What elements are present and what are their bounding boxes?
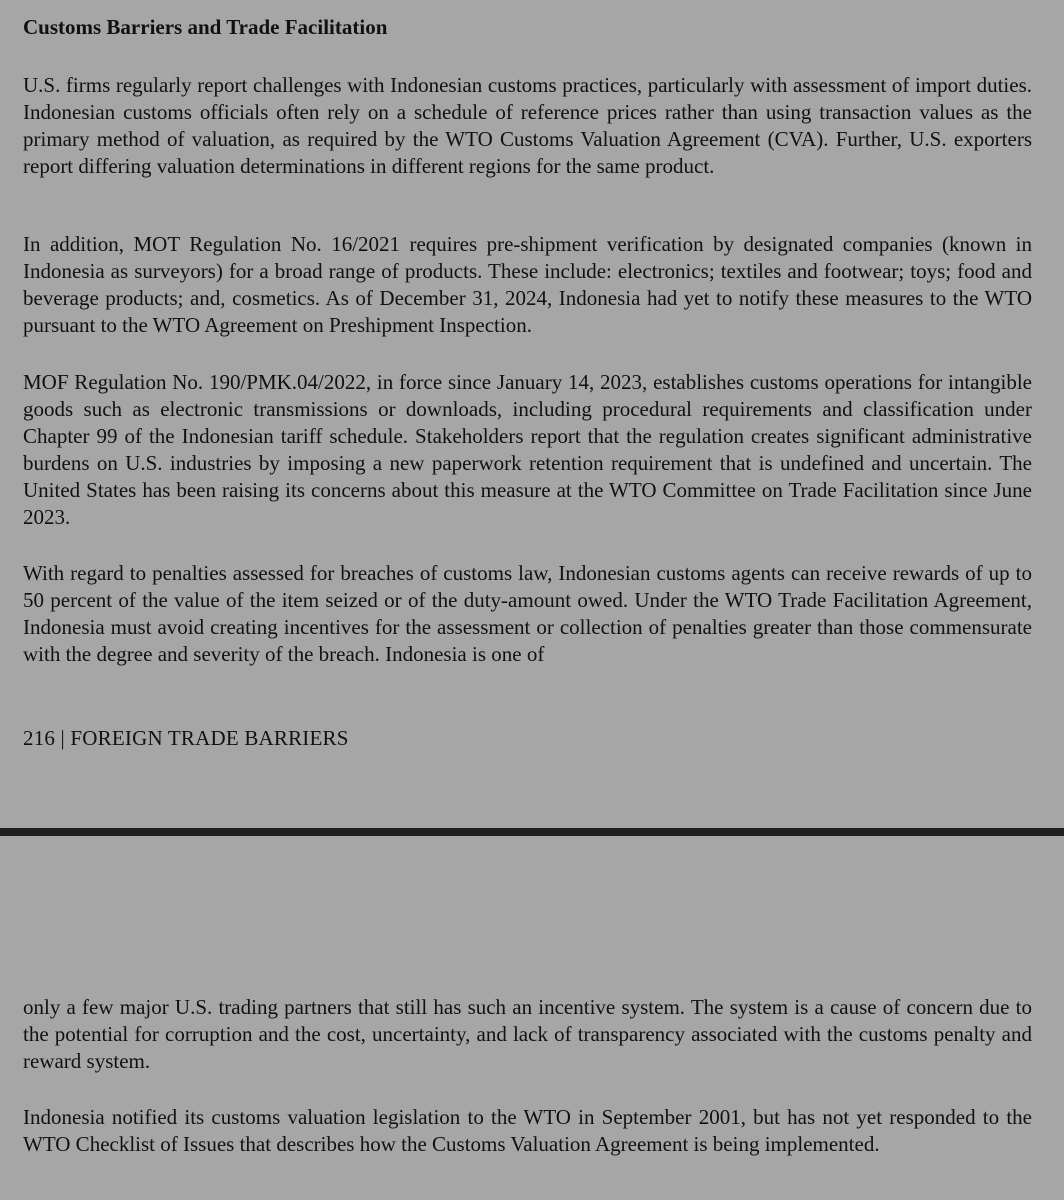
paragraph-valuation-notification: Indonesia notified its customs valuation legislation to the WTO in September 2001, but has not yet responded to the WTO Checklist of Issues that describes how the Customs Valuation Agreement is being implemented. <box>23 1105 1032 1156</box>
page-footer: 216 | FOREIGN TRADE BARRIERS <box>23 726 349 750</box>
paragraph-customs-valuation: U.S. firms regularly report challenges with Indonesian customs practices, particularly with assessment of import duties. Indonesian customs officials often rely on a schedule of reference prices rather than using transaction values as the primary method of valuation, as required by the WTO Customs Valuation Agreement (CVA). Further, U.S. exporters report differing valuation determinations in different regions for the same product. <box>23 73 1032 178</box>
paragraph-preshipment-verification: In addition, MOT Regulation No. 16/2021 requires pre-shipment verification by designated companies (known in Indonesia as surveyors) for a broad range of products. These include: electronics; textiles and footwear; toys; food and beverage products; and, cosmetics. As of December 31, 2024, Indonesia had yet to notify these measures to the WTO pursuant to the WTO Agreement on Preshipment Inspection. <box>23 232 1032 337</box>
page-divider <box>0 828 1064 836</box>
paragraph-incentive-system: only a few major U.S. trading partners that still has such an incentive system. The system is a cause of concern due to the potential for corruption and the cost, uncertainty, and lack of transparency associated with the customs penalty and reward system. <box>23 995 1032 1073</box>
paragraph-intangible-goods: MOF Regulation No. 190/PMK.04/2022, in force since January 14, 2023, establishes customs operations for intangible goods such as electronic transmissions or downloads, including procedural requirements and classification under Chapter 99 of the Indonesian tariff schedule. Stakeholders report that the regulation creates significant administrative burdens on U.S. industries by imposing a new paperwork retention requirement that is undefined and uncertain. The United States has been raising its concerns about this measure at the WTO Committee on Trade Facilitation since June 2023. <box>23 370 1032 529</box>
paragraph-customs-penalties: With regard to penalties assessed for breaches of customs law, Indonesian customs agents can receive rewards of up to 50 percent of the value of the item seized or of the duty-amount owed. Under the WTO Trade Facilitation Agreement, Indonesia must avoid creating incentives for the assessment or collection of penalties greater than those commensurate with the degree and severity of the breach. Indonesia is one of <box>23 561 1032 666</box>
section-heading: Customs Barriers and Trade Facilitation <box>23 15 388 39</box>
